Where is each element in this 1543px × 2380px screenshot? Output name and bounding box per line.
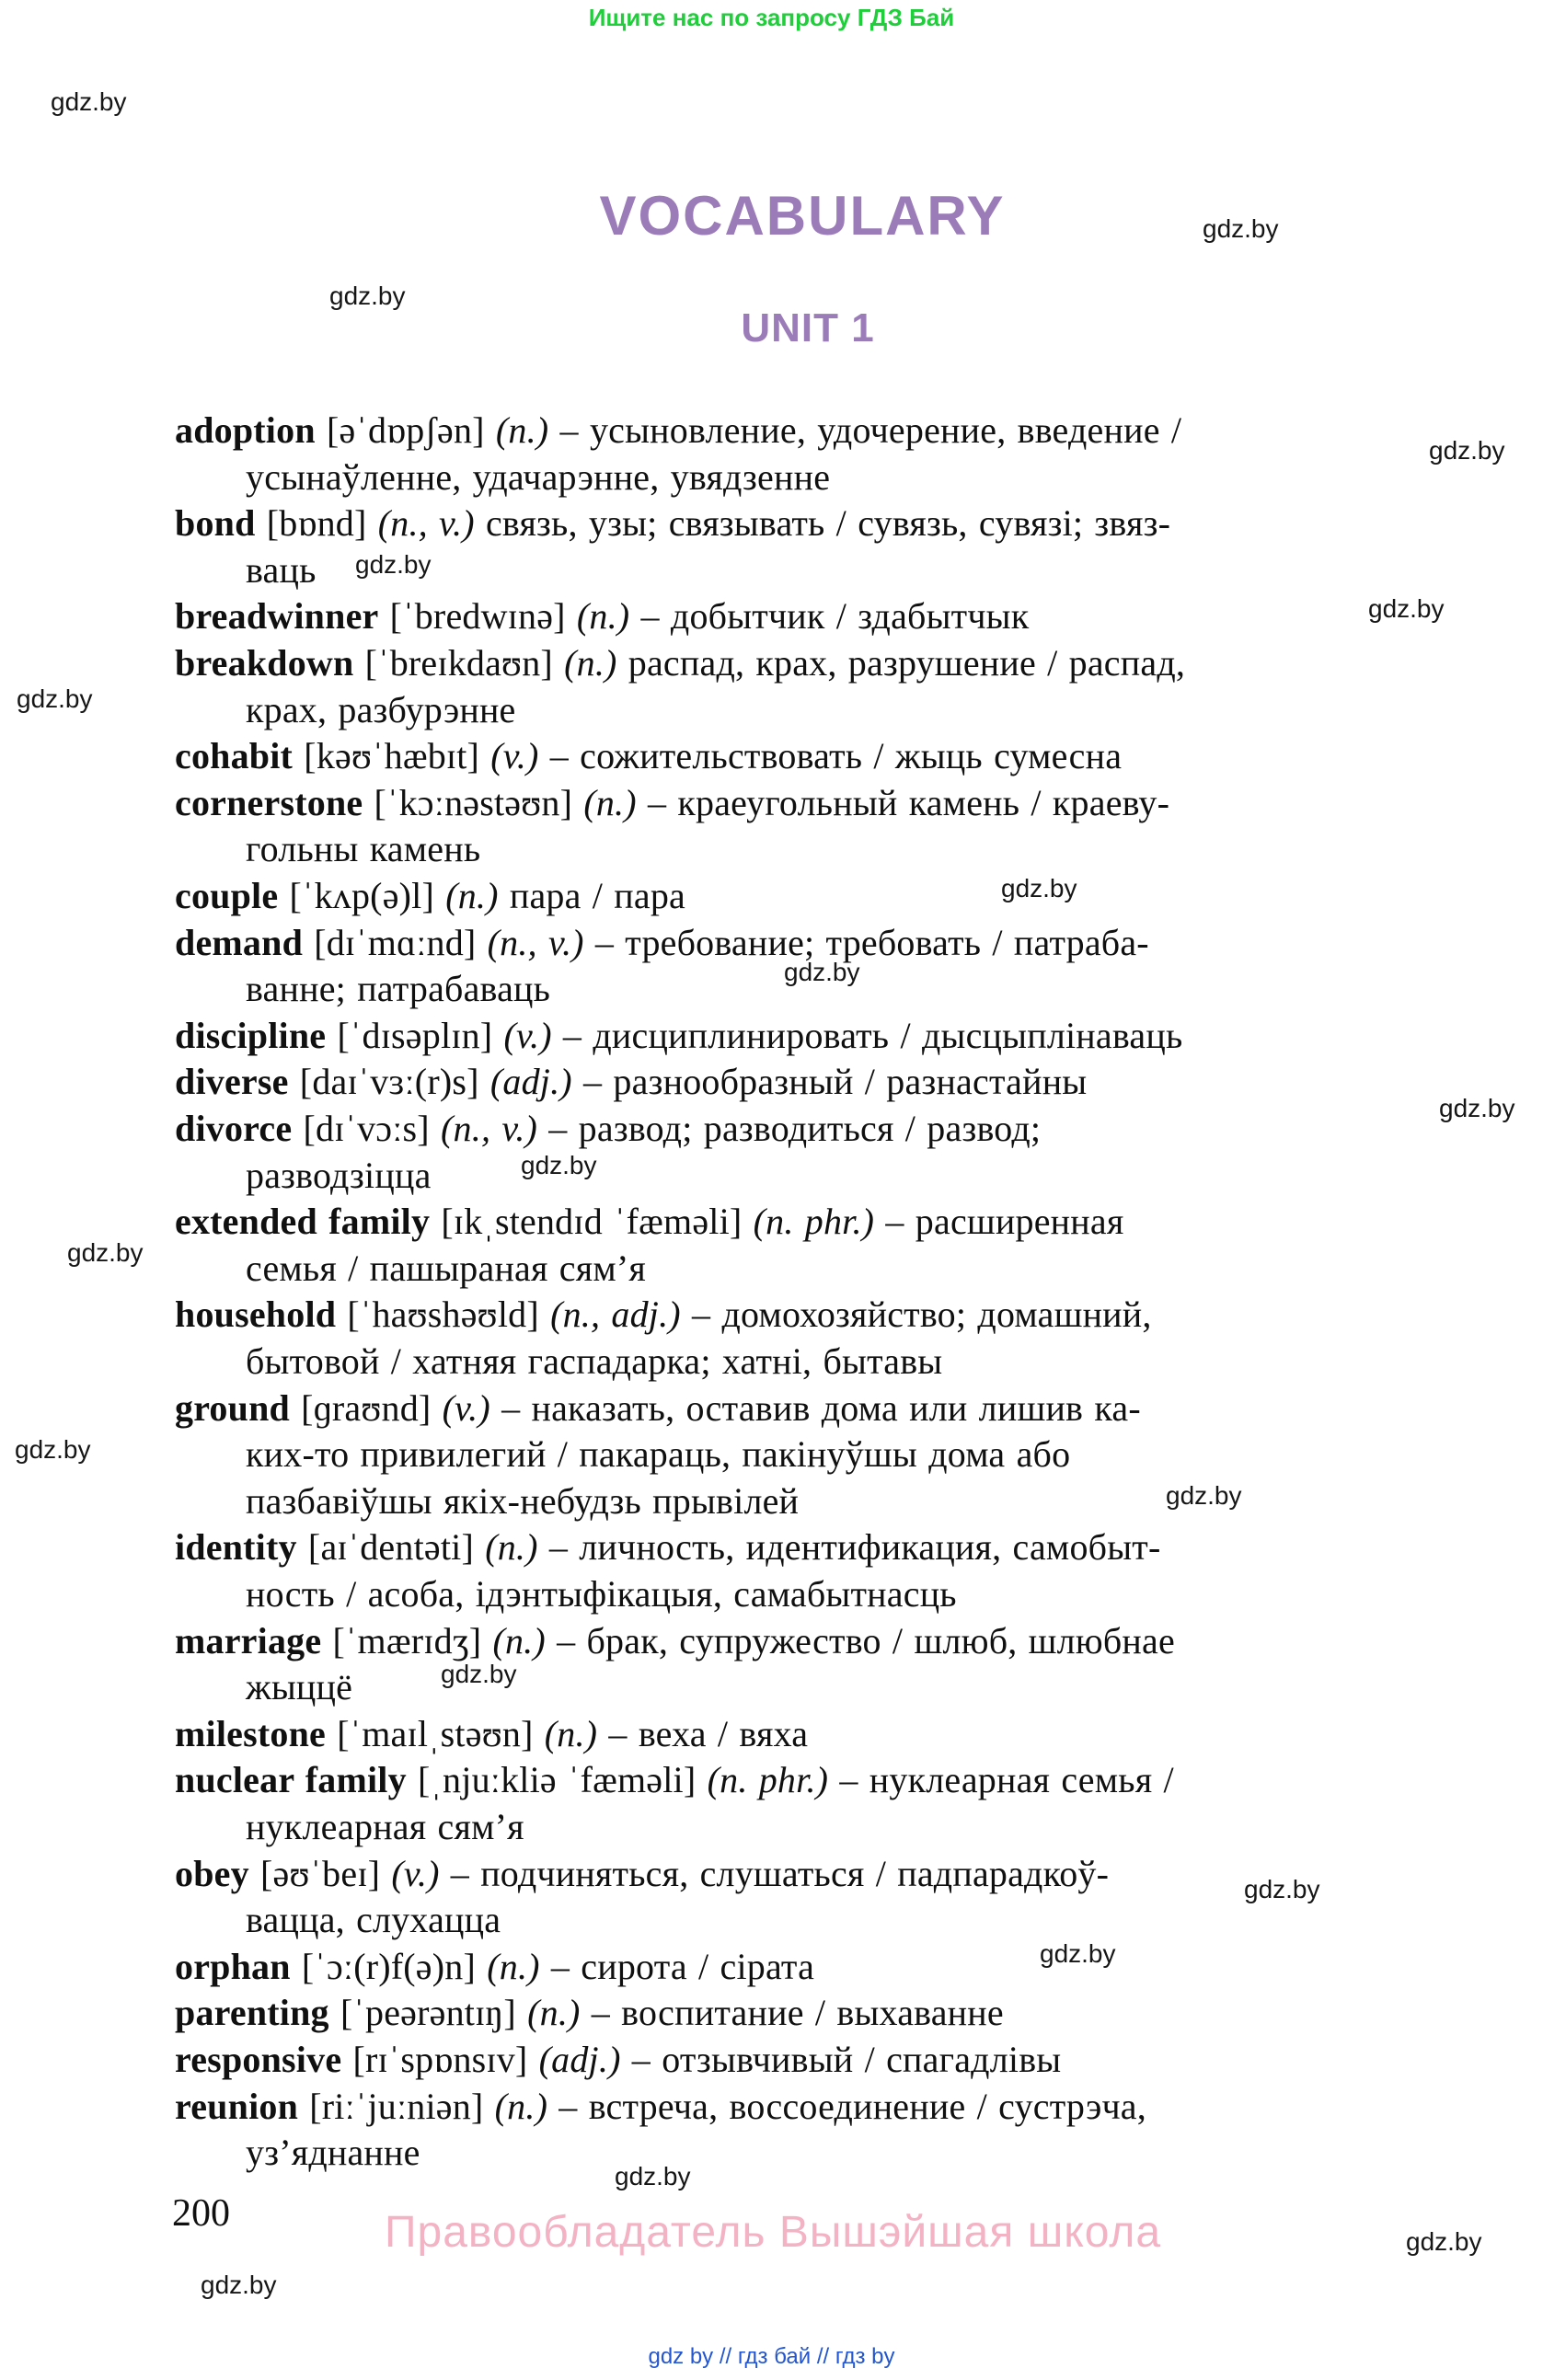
- part-of-speech: (v.): [503, 1015, 552, 1056]
- translation: – расширенная: [874, 1201, 1124, 1242]
- headword: orphan: [175, 1946, 291, 1987]
- vocab-line: [175, 783, 1169, 823]
- vocab-line: [175, 876, 685, 916]
- vocab-line: [175, 596, 1029, 637]
- gdz-watermark: gdz.by: [51, 87, 127, 116]
- translation: нуклеарная сям’я: [246, 1806, 524, 1847]
- translation: – встреча, воссоединение / сустрэча,: [547, 2086, 1146, 2127]
- part-of-speech: (n.): [492, 1620, 546, 1661]
- vocab-line: [175, 1714, 808, 1754]
- headword: identity: [175, 1526, 297, 1568]
- translation: усынаўленне, удачарэнне, увядзенне: [246, 456, 831, 498]
- translation: – наказать, оставив дома или лишив ка-: [489, 1387, 1141, 1429]
- phonetics: [ˈpeərəntɪŋ]: [328, 1992, 528, 2033]
- vocab-line-continuation: [246, 690, 516, 730]
- translation: ваць: [246, 549, 317, 591]
- vocab-line-continuation: [246, 1341, 942, 1382]
- gdz-watermark: gdz.by: [784, 958, 860, 986]
- vocab-line: [175, 643, 1185, 684]
- vocab-line: [175, 1854, 1109, 1894]
- translation: пара / пара: [498, 875, 685, 916]
- translation: – усыновление, удочерение, введение /: [548, 409, 1182, 451]
- vocab-line: [175, 1993, 1004, 2033]
- part-of-speech: (n., v.): [441, 1108, 538, 1149]
- translation: – веха / вяха: [597, 1713, 809, 1754]
- headword: cornerstone: [175, 782, 363, 823]
- gdz-watermark: gdz.by: [1040, 1939, 1116, 1968]
- gdz-watermark: gdz.by: [67, 1238, 144, 1267]
- headword: household: [175, 1293, 337, 1335]
- gdz-watermark: gdz.by: [355, 550, 432, 579]
- part-of-speech: (n. phr.): [753, 1201, 875, 1242]
- part-of-speech: (n.): [445, 875, 499, 916]
- vocab-line-continuation: [246, 1248, 646, 1289]
- phonetics: [əʊˈbeɪ]: [248, 1853, 392, 1894]
- vocab-line-continuation: [246, 1156, 432, 1196]
- vocab-line-continuation: [246, 969, 550, 1009]
- gdz-watermark: gdz.by: [1166, 1481, 1242, 1510]
- vocab-line: [175, 410, 1181, 451]
- part-of-speech: (n.): [576, 595, 630, 637]
- vocab-line: [175, 1388, 1141, 1429]
- part-of-speech: (n.): [564, 642, 617, 684]
- vocab-line: [175, 1016, 1182, 1056]
- translation: – личность, идентификация, самобыт-: [537, 1526, 1161, 1568]
- part-of-speech: (n. phr.): [707, 1759, 829, 1800]
- vocab-line: [175, 1201, 1123, 1242]
- headword: extended family: [175, 1201, 431, 1242]
- translation: семья / пашыраная сям’я: [246, 1247, 646, 1289]
- translation: – развод; разводиться / развод;: [537, 1108, 1042, 1149]
- phonetics: [dɪˈmɑːnd]: [303, 922, 488, 963]
- gdz-watermark: gdz.by: [15, 1435, 91, 1464]
- phonetics: [daɪˈvɜː(r)s]: [288, 1061, 490, 1102]
- headword: breakdown: [175, 642, 354, 684]
- translation: уз’яднанне: [246, 2132, 420, 2173]
- headword: divorce: [175, 1108, 293, 1149]
- translation: ких-то привилегий / пакараць, пакінуўшы дома або: [246, 1433, 1071, 1475]
- phonetics: [ˈbreɪkdaʊn]: [353, 642, 565, 684]
- phonetics: [ˌnjuːkliə ˈfæməli]: [406, 1759, 708, 1800]
- translation: – разнообразный / разнастайны: [571, 1061, 1088, 1102]
- vocab-line: [175, 2087, 1146, 2127]
- headword: milestone: [175, 1713, 326, 1754]
- gdz-watermark: gdz.by: [1439, 1094, 1515, 1122]
- vocab-line: [175, 2040, 1061, 2080]
- gdz-watermark: gdz.by: [615, 2162, 691, 2190]
- vocab-line: [175, 503, 1170, 544]
- translation: гольны камень: [246, 828, 481, 869]
- phonetics: [ˈbredwɪnə]: [378, 595, 577, 637]
- headword: breadwinner: [175, 595, 379, 637]
- part-of-speech: (n.): [527, 1992, 581, 2033]
- part-of-speech: (v.): [490, 735, 539, 776]
- part-of-speech: (n., v.): [377, 502, 475, 544]
- headword: responsive: [175, 2039, 342, 2080]
- translation: вацца, слухацца: [246, 1899, 501, 1940]
- gdz-watermark: gdz.by: [17, 684, 93, 713]
- translation: – подчиняться, слушаться / падпарадкоў-: [439, 1853, 1110, 1894]
- headword: obey: [175, 1853, 249, 1894]
- vocab-line: [175, 1947, 814, 1987]
- translation: ность / асоба, ідэнтыфікацыя, самабытнасць: [246, 1573, 957, 1615]
- vocab-line-continuation: [246, 550, 317, 591]
- vocab-line-continuation: [246, 1481, 799, 1522]
- translation: крах, разбурэнне: [246, 689, 516, 730]
- phonetics: [ˈkɔːnəstəʊn]: [363, 782, 584, 823]
- headword: nuclear family: [175, 1759, 407, 1800]
- translation: – дисциплинировать / дысцыплінаваць: [551, 1015, 1183, 1056]
- translation: – сожительствовать / жыць сумесна: [538, 735, 1123, 776]
- translation: – нуклеарная семья /: [828, 1759, 1174, 1800]
- vocab-line: [175, 1109, 1041, 1149]
- phonetics: [ˈmaɪlˌstəʊn]: [326, 1713, 545, 1754]
- vocab-line-continuation: [246, 1574, 957, 1615]
- vocab-line-continuation: [246, 2133, 420, 2173]
- gdz-watermark: gdz.by: [1429, 436, 1505, 465]
- translation: – сирота / сірата: [539, 1946, 815, 1987]
- gdz-watermark: gdz.by: [1406, 2227, 1482, 2256]
- gdz-watermark: gdz.by: [1203, 214, 1279, 243]
- translation: – краеугольный камень / краеву-: [636, 782, 1170, 823]
- vocab-line: [175, 1760, 1174, 1800]
- headword: demand: [175, 922, 304, 963]
- translation: – добытчик / здабытчык: [629, 595, 1030, 637]
- vocab-line: [175, 1621, 1175, 1661]
- copyright-text: Правообладатель Вышэйшая школа: [385, 2208, 1162, 2257]
- phonetics: [riːˈjuːniən]: [298, 2086, 495, 2127]
- translation: бытовой / хатняя гаспадарка; хатні, бытавы: [246, 1340, 943, 1382]
- vocab-line-continuation: [246, 457, 830, 498]
- vocab-line-continuation: [246, 1807, 524, 1847]
- gdz-watermark: gdz.by: [201, 2271, 277, 2299]
- phonetics: [bɒnd]: [255, 502, 378, 544]
- phonetics: [ˈkʌp(ə)l]: [278, 875, 446, 916]
- translation: связь, узы; связывать / сувязь, сувязі; звяз-: [474, 502, 1171, 544]
- translation: – воспитание / выхаванне: [580, 1992, 1004, 2033]
- translation: – брак, супружество / шлюб, шлюбнае: [545, 1620, 1175, 1661]
- part-of-speech: (v.): [442, 1387, 490, 1429]
- headword: reunion: [175, 2086, 299, 2127]
- gdz-watermark: gdz.by: [329, 282, 406, 310]
- unit-heading: UNIT 1: [741, 305, 875, 351]
- headword: cohabit: [175, 735, 294, 776]
- headword: parenting: [175, 1992, 329, 2033]
- phonetics: [kəʊˈhæbɪt]: [293, 735, 491, 776]
- translation: пазбавіўшы якіх-небудзь прывілей: [246, 1480, 800, 1522]
- headword: adoption: [175, 409, 316, 451]
- translation: ванне; патрабаваць: [246, 968, 551, 1009]
- translation: – требование; требовать / патраба-: [583, 922, 1149, 963]
- vocab-line-continuation: [246, 1434, 1070, 1475]
- phonetics: [ɪkˌstendɪd ˈfæməli]: [430, 1201, 754, 1242]
- part-of-speech: (adj.): [489, 1061, 572, 1102]
- part-of-speech: (n., v.): [487, 922, 584, 963]
- part-of-speech: (n.): [494, 2086, 548, 2127]
- phonetics: [ɡraʊnd]: [289, 1387, 443, 1429]
- phonetics: [ˈdɪsəplɪn]: [326, 1015, 504, 1056]
- part-of-speech: (n.): [583, 782, 637, 823]
- gdz-watermark: gdz.by: [1001, 874, 1077, 903]
- phonetics: [rɪˈspɒnsɪv]: [341, 2039, 539, 2080]
- phonetics: [ˈmærɪdʒ]: [321, 1620, 493, 1661]
- headword: couple: [175, 875, 279, 916]
- phonetics: [aɪˈdentəti]: [296, 1526, 486, 1568]
- part-of-speech: (n.): [485, 1526, 538, 1568]
- phonetics: [dɪˈvɔːs]: [292, 1108, 442, 1149]
- promo-banner: Ищите нас по запросу ГДЗ Бай: [588, 4, 955, 31]
- gdz-watermark: gdz.by: [1368, 594, 1445, 623]
- part-of-speech: (v.): [391, 1853, 440, 1894]
- page-title: VOCABULARY: [599, 185, 1006, 247]
- phonetics: [əˈdɒpʃən]: [315, 409, 496, 451]
- vocab-line: [175, 736, 1122, 776]
- headword: marriage: [175, 1620, 322, 1661]
- phonetics: [ˈɔː(r)f(ə)n]: [290, 1946, 488, 1987]
- phonetics: [ˈhaʊshəʊld]: [336, 1293, 551, 1335]
- vocab-line: [175, 1062, 1087, 1102]
- part-of-speech: (n., adj.): [550, 1293, 681, 1335]
- part-of-speech: (n.): [495, 409, 549, 451]
- vocab-line: [175, 1294, 1152, 1335]
- part-of-speech: (adj.): [538, 2039, 621, 2080]
- headword: ground: [175, 1387, 290, 1429]
- translation: разводзіцца: [246, 1155, 432, 1196]
- vocab-line: [175, 1527, 1160, 1568]
- vocab-line-continuation: [246, 1667, 352, 1707]
- translation: распад, крах, разрушение / распад,: [616, 642, 1186, 684]
- vocab-line: [175, 923, 1149, 963]
- headword: discipline: [175, 1015, 327, 1056]
- gdz-watermark: gdz.by: [1244, 1875, 1320, 1903]
- vocab-line-continuation: [246, 829, 480, 869]
- headword: diverse: [175, 1061, 289, 1102]
- gdz-watermark: gdz.by: [521, 1151, 597, 1179]
- translation: жыццё: [246, 1666, 353, 1707]
- footer-links: gdz by // гдз бай // гдз by: [648, 2344, 895, 2369]
- translation: – отзывчивый / спагадлівы: [620, 2039, 1062, 2080]
- part-of-speech: (n.): [544, 1713, 598, 1754]
- part-of-speech: (n.): [487, 1946, 540, 1987]
- headword: bond: [175, 502, 256, 544]
- vocab-line-continuation: [246, 1900, 501, 1940]
- page-number: 200: [172, 2192, 230, 2235]
- translation: – домохозяйство; домашний,: [680, 1293, 1152, 1335]
- gdz-watermark: gdz.by: [441, 1660, 517, 1688]
